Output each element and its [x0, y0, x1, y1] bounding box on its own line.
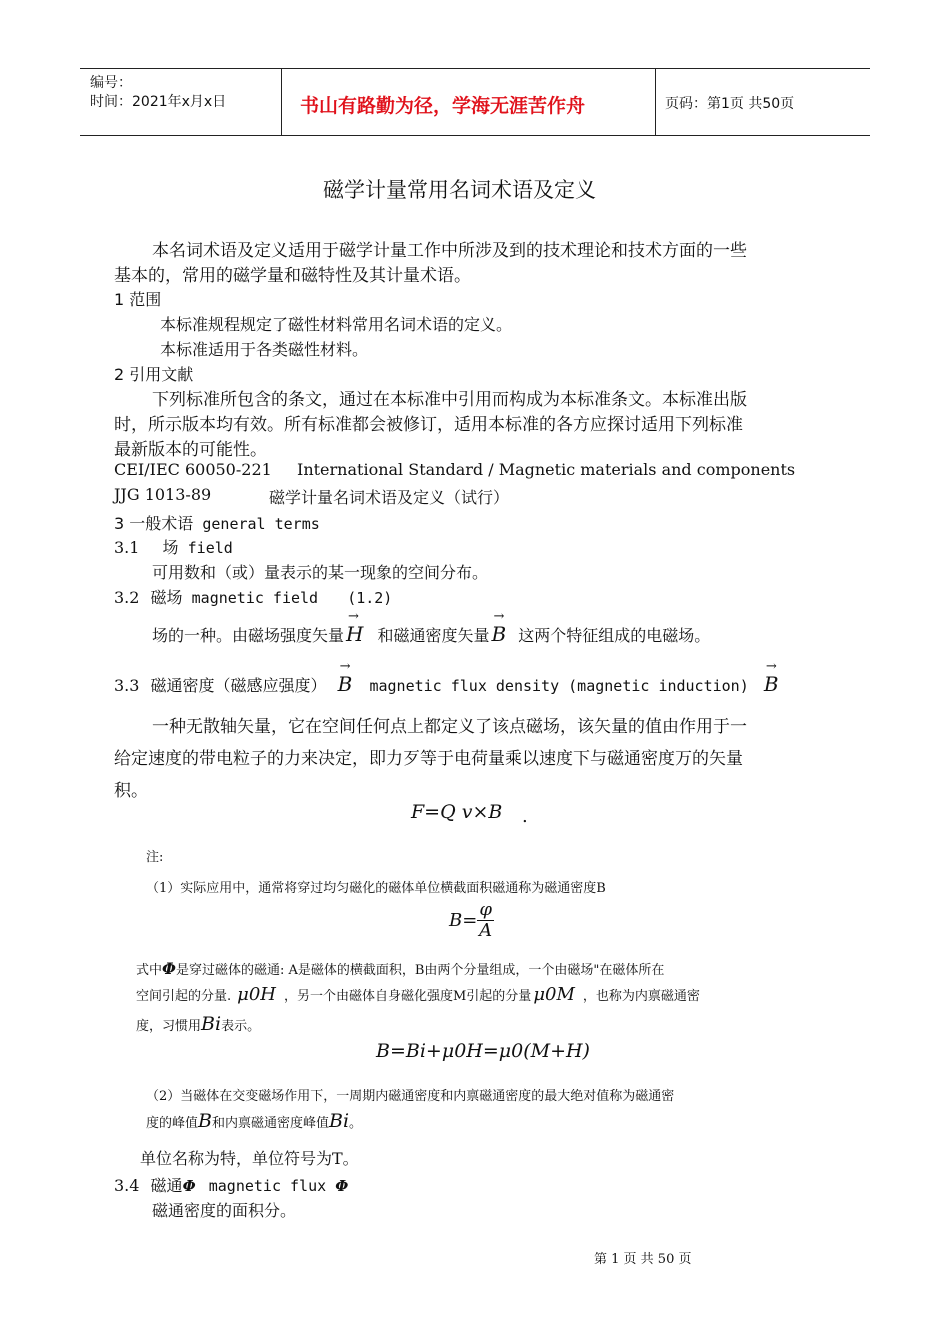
reference-2-code: JJG 1013-89 — [114, 485, 212, 504]
document-number-label: 编号： — [90, 75, 132, 91]
b-vector-symbol: → B — [764, 672, 779, 696]
document-time-label: 时间：2021年x月x日 — [90, 94, 227, 110]
term-name-cn: 磁场 — [150, 588, 183, 607]
phi-symbol: Φ — [335, 1177, 349, 1195]
mu0-h-symbol: μ0H — [237, 984, 276, 1005]
phi-symbol: Φ — [162, 959, 176, 978]
section-2-line-3: 最新版本的可能性。 — [114, 440, 267, 460]
footer-page-number: 第 1 页 共 50 页 — [594, 1252, 692, 1267]
definition-text: 场的一种。由磁场强度矢量 — [152, 626, 345, 645]
b-vector-symbol: → B — [338, 672, 353, 696]
intro-line-2: 基本的，常用的磁学量和磁特性及其计量术语。 — [114, 266, 471, 286]
equation-lhs: B= — [449, 910, 478, 931]
term-3-2 — [114, 585, 392, 608]
definition-text: 和磁通密度矢量 — [377, 626, 490, 645]
b-vector-symbol: → B — [491, 622, 506, 646]
note-text: 。 — [349, 1116, 363, 1131]
note-2-line-1: （2）当磁体在交变磁场作用下，一周期内磁通密度和内禀磁通密度的最大绝对值称为磁通密 — [146, 1089, 675, 1104]
note-1-line-2 — [136, 984, 700, 1005]
term-name-en: magnetic field — [191, 589, 319, 607]
term-number: 3.2 — [114, 588, 140, 607]
term-name-en: field — [187, 539, 233, 557]
note-label: 注: — [146, 850, 164, 865]
force-equation: F=Q v×B — [411, 801, 503, 823]
section-3-heading — [114, 511, 320, 534]
term-3-3-line-1: 一种无散轴矢量，它在空间任何点上都定义了该点磁场，该矢量的值由作用于一 — [152, 717, 747, 737]
note-text: 和内禀磁通密度峰值 — [211, 1116, 329, 1131]
section-1-para-1: 本标准规程规定了磁性材料常用名词术语的定义。 — [160, 315, 513, 334]
equation-fraction — [477, 900, 494, 941]
fraction-denominator: A — [479, 920, 493, 941]
term-name-cn: 磁通 — [150, 1176, 183, 1195]
section-2-line-1: 下列标准所包含的条文，通过在本标准中引用而构成为本标准条文。本标准出版 — [152, 390, 747, 410]
note-text: 度的峰值 — [146, 1116, 199, 1131]
term-3-1-definition: 可用数和（或）量表示的某一现象的空间分布。 — [152, 563, 489, 582]
term-name-en: magnetic flux density (magnetic induction) — [369, 677, 749, 695]
section-3-heading-en: general terms — [202, 515, 320, 533]
note-1-text: （1）实际应用中，通常将穿过均匀磁化的磁体单位横截面积磁通称为磁通密度B — [146, 881, 606, 896]
page-title: 磁学计量常用名词术语及定义 — [323, 178, 596, 202]
bi-symbol: Bi — [329, 1110, 350, 1132]
term-number: 3.4 — [114, 1176, 140, 1195]
term-3-3-line-2: 给定速度的带电粒子的力来决定，即力歹等于电荷量乘以速度下与磁通密度万的矢量 — [114, 749, 743, 769]
note-text: 空间引起的分量. — [136, 989, 232, 1004]
page-indicator: 页码：第1页 共50页 — [665, 96, 795, 112]
phi-symbol: Φ — [182, 1177, 196, 1195]
motto: 书山有路勤为径，学海无涯苦作舟 — [300, 95, 586, 117]
term-3-3-line-3: 积。 — [114, 781, 148, 801]
term-name-cn: 磁通密度（磁感应强度） — [150, 676, 327, 695]
note-2-line-2 — [146, 1110, 362, 1132]
reference-1-title: International Standard / Magnetic materials and components — [297, 460, 796, 479]
flux-density-equation — [449, 900, 494, 941]
term-3-3 — [114, 672, 779, 696]
note-text: 是穿过磁体的磁通: A是磁体的横截面积，B由两个分量组成，一个由磁场"在磁体所在 — [175, 963, 665, 978]
term-3-1 — [114, 535, 233, 558]
section-3-heading-cn: 3 一般术语 — [114, 514, 194, 533]
term-number: 3.1 — [114, 538, 140, 557]
note-1-line-3 — [136, 1013, 260, 1035]
bi-symbol: Bi — [201, 1013, 222, 1035]
term-3-4-definition: 磁通密度的面积分。 — [152, 1201, 297, 1220]
mu0-m-symbol: μ0M — [533, 984, 575, 1005]
fraction-numerator: φ — [479, 899, 492, 920]
intro-line-1: 本名词术语及定义适用于磁学计量工作中所涉及到的技术理论和技术方面的一些 — [152, 241, 747, 261]
section-1-heading: 1 范围 — [114, 290, 162, 309]
term-number: 3.3 — [114, 676, 140, 695]
note-text: 表示。 — [221, 1019, 261, 1034]
note-1-line-1 — [136, 959, 664, 978]
section-2-heading: 2 引用文献 — [114, 365, 194, 384]
equation-dot: . — [522, 806, 528, 827]
flux-density-decomposition-equation: B=Bi+μ0H=μ0(M+H) — [376, 1040, 590, 1062]
section-2-line-2: 时，所示版本均有效。所有标准都会被修订，适用本标准的各方应探讨适用下列标准 — [114, 415, 743, 435]
h-vector-symbol: → H — [346, 622, 363, 646]
term-name-en: magnetic flux — [208, 1177, 327, 1195]
term-reference: (1.2) — [347, 589, 393, 607]
note-text: ，另一个由磁体自身磁化强度M引起的分量 — [284, 989, 532, 1004]
b-symbol: B — [198, 1110, 212, 1132]
reference-2-title: 磁学计量名词术语及定义（试行） — [269, 488, 510, 507]
term-3-2-definition — [152, 622, 710, 646]
note-text: 度，习惯用 — [136, 1019, 202, 1034]
note-text: ，也称为内禀磁通密 — [582, 989, 700, 1004]
term-3-4 — [114, 1173, 348, 1196]
unit-line: 单位名称为特，单位符号为T。 — [140, 1149, 359, 1168]
section-1-para-2: 本标准适用于各类磁性材料。 — [160, 340, 369, 359]
reference-1-code: CEI/IEC 60050-221 — [114, 460, 272, 479]
note-text: 式中 — [136, 963, 163, 978]
term-name-cn: 场 — [162, 538, 179, 557]
definition-text: 这两个特征组成的电磁场。 — [518, 626, 711, 645]
